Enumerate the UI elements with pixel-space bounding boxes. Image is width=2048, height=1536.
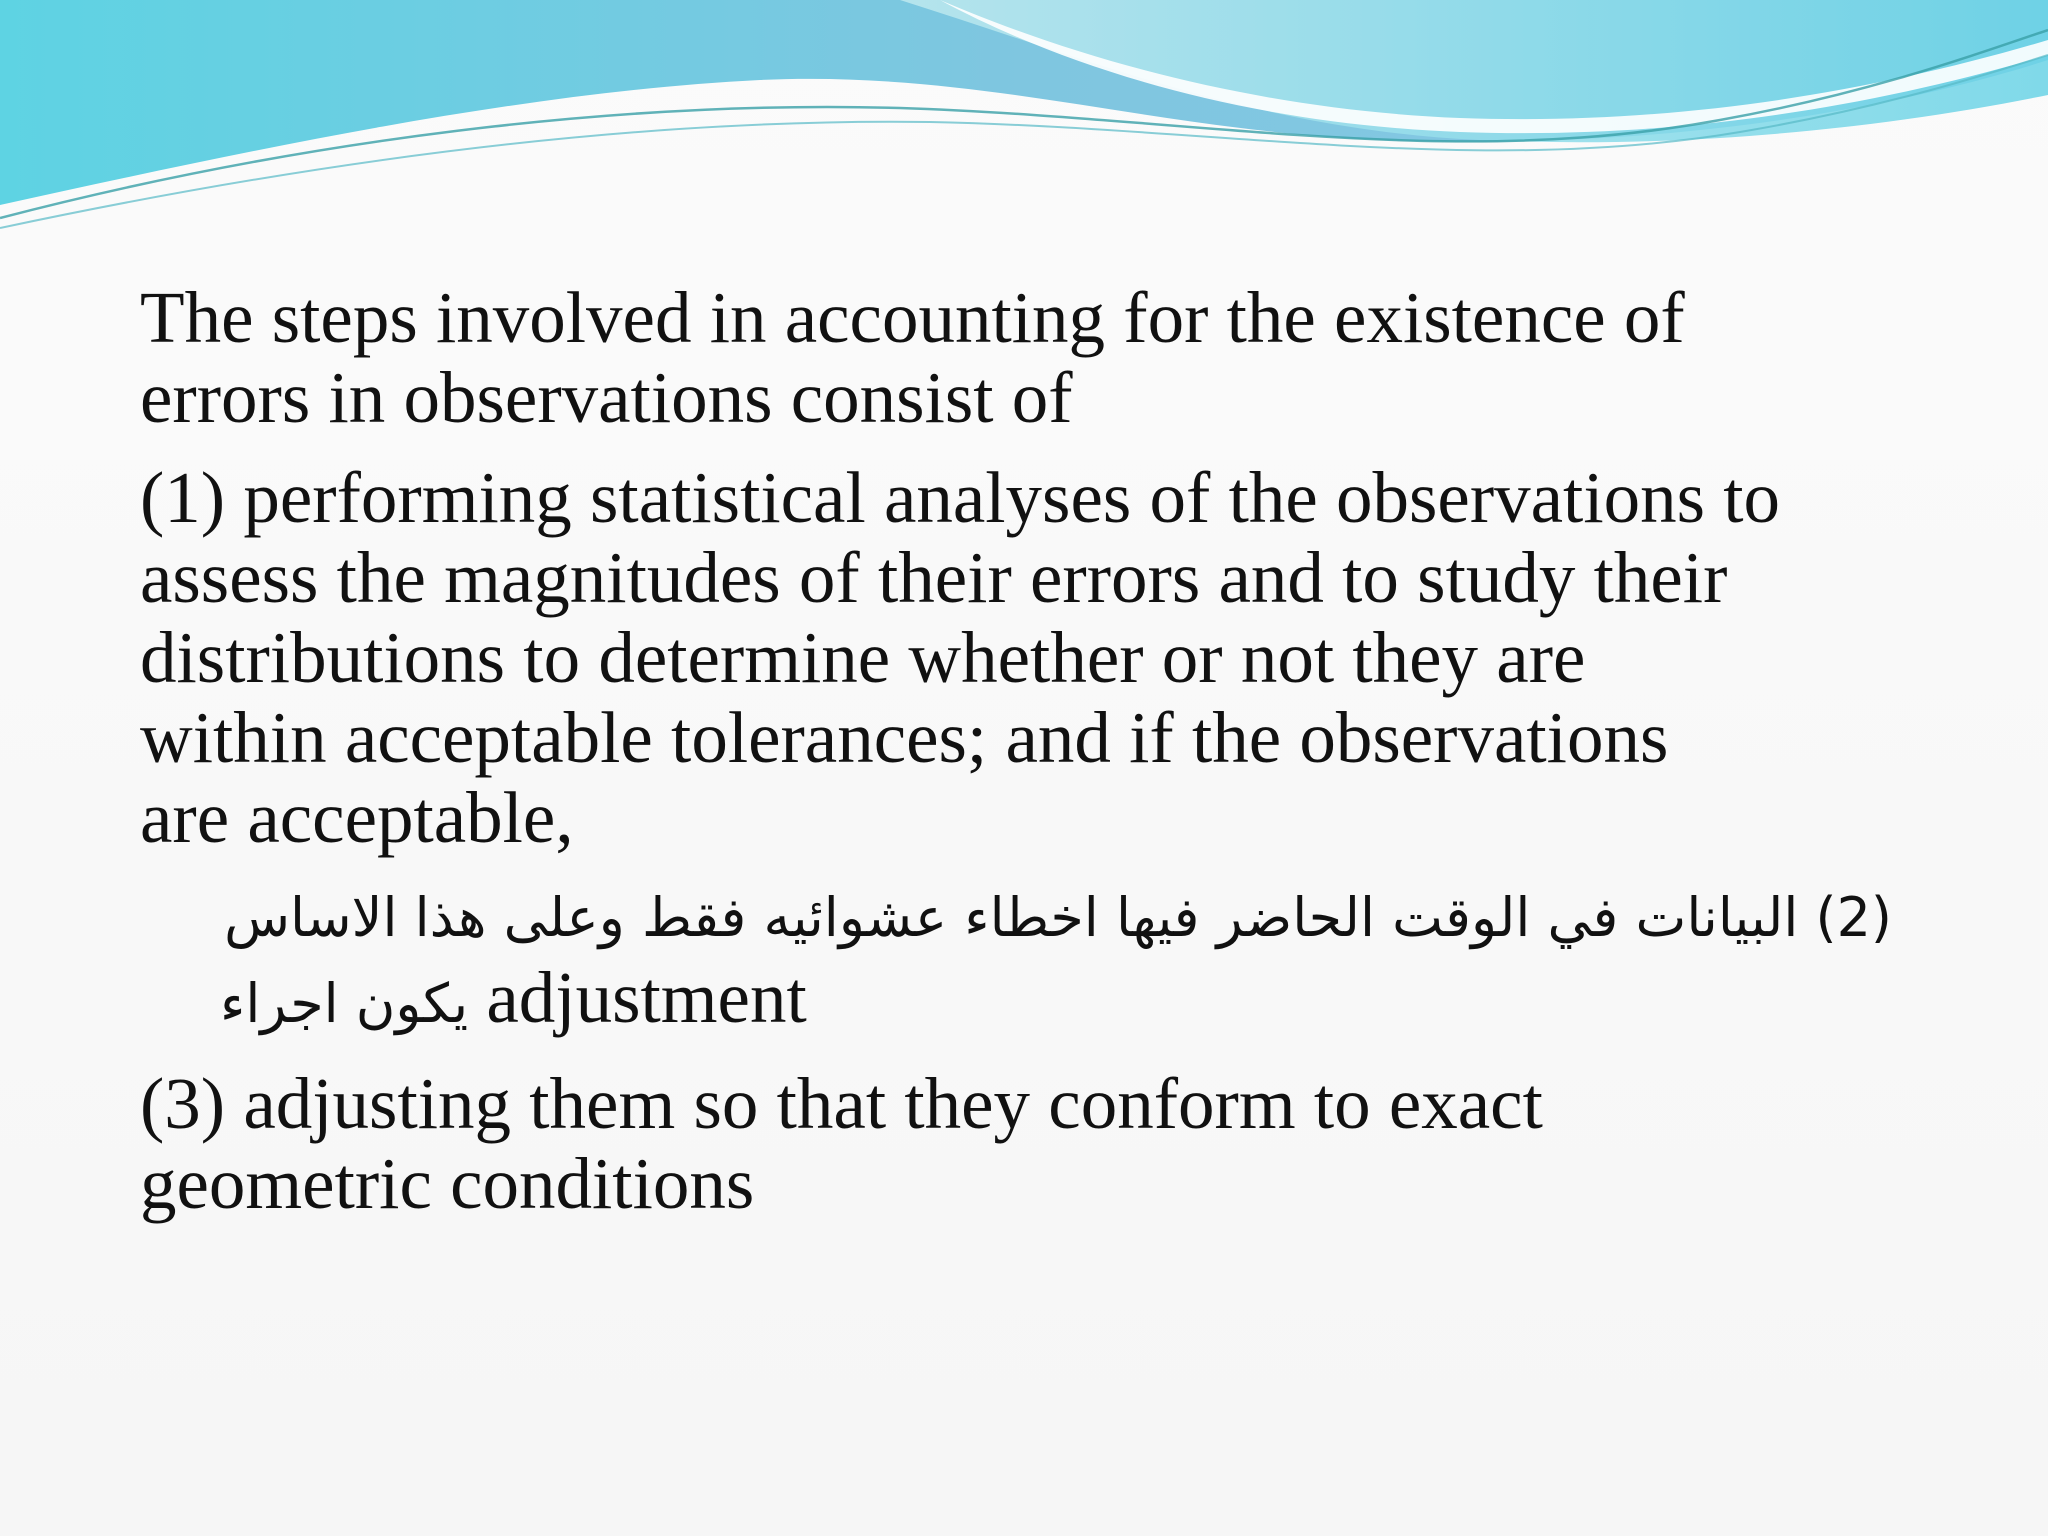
step-2-paragraph (140, 878, 1960, 1044)
step-1-line-5: are acceptable, (140, 777, 574, 858)
step-1-line-2: assess the magnitudes of their errors and to study their (140, 537, 1728, 618)
step-1-line-1: (1) performing statistical analyses of the observations to (140, 457, 1781, 538)
intro-line-2: errors in observations consist of (140, 357, 1073, 438)
step-1-line-3: distributions to determine whether or not they are (140, 617, 1586, 698)
slide-content (140, 278, 1960, 1244)
step-2-latin-tail: adjustment (486, 957, 807, 1038)
step-3-line-2: geometric conditions (140, 1143, 755, 1224)
step-3-paragraph (140, 1064, 1960, 1224)
step-1-paragraph (140, 458, 1960, 858)
step-3-line-1: (3) adjusting them so that they conform to exact (140, 1063, 1543, 1144)
intro-line-1: The steps involved in accounting for the existence of (140, 277, 1685, 358)
step-2-arabic-line: (2) البيانات في الوقت الحاضر فيها اخطاء عشوائيه فقط وعلى هذا الاساس (224, 886, 1892, 949)
intro-paragraph (140, 278, 1960, 438)
step-2-second-line (140, 958, 1960, 1044)
step-1-line-4: within acceptable tolerances; and if the observations (140, 697, 1669, 778)
header-wave-decoration (0, 0, 2048, 240)
step-2-arabic-tail: يكون اجراء (220, 972, 469, 1035)
